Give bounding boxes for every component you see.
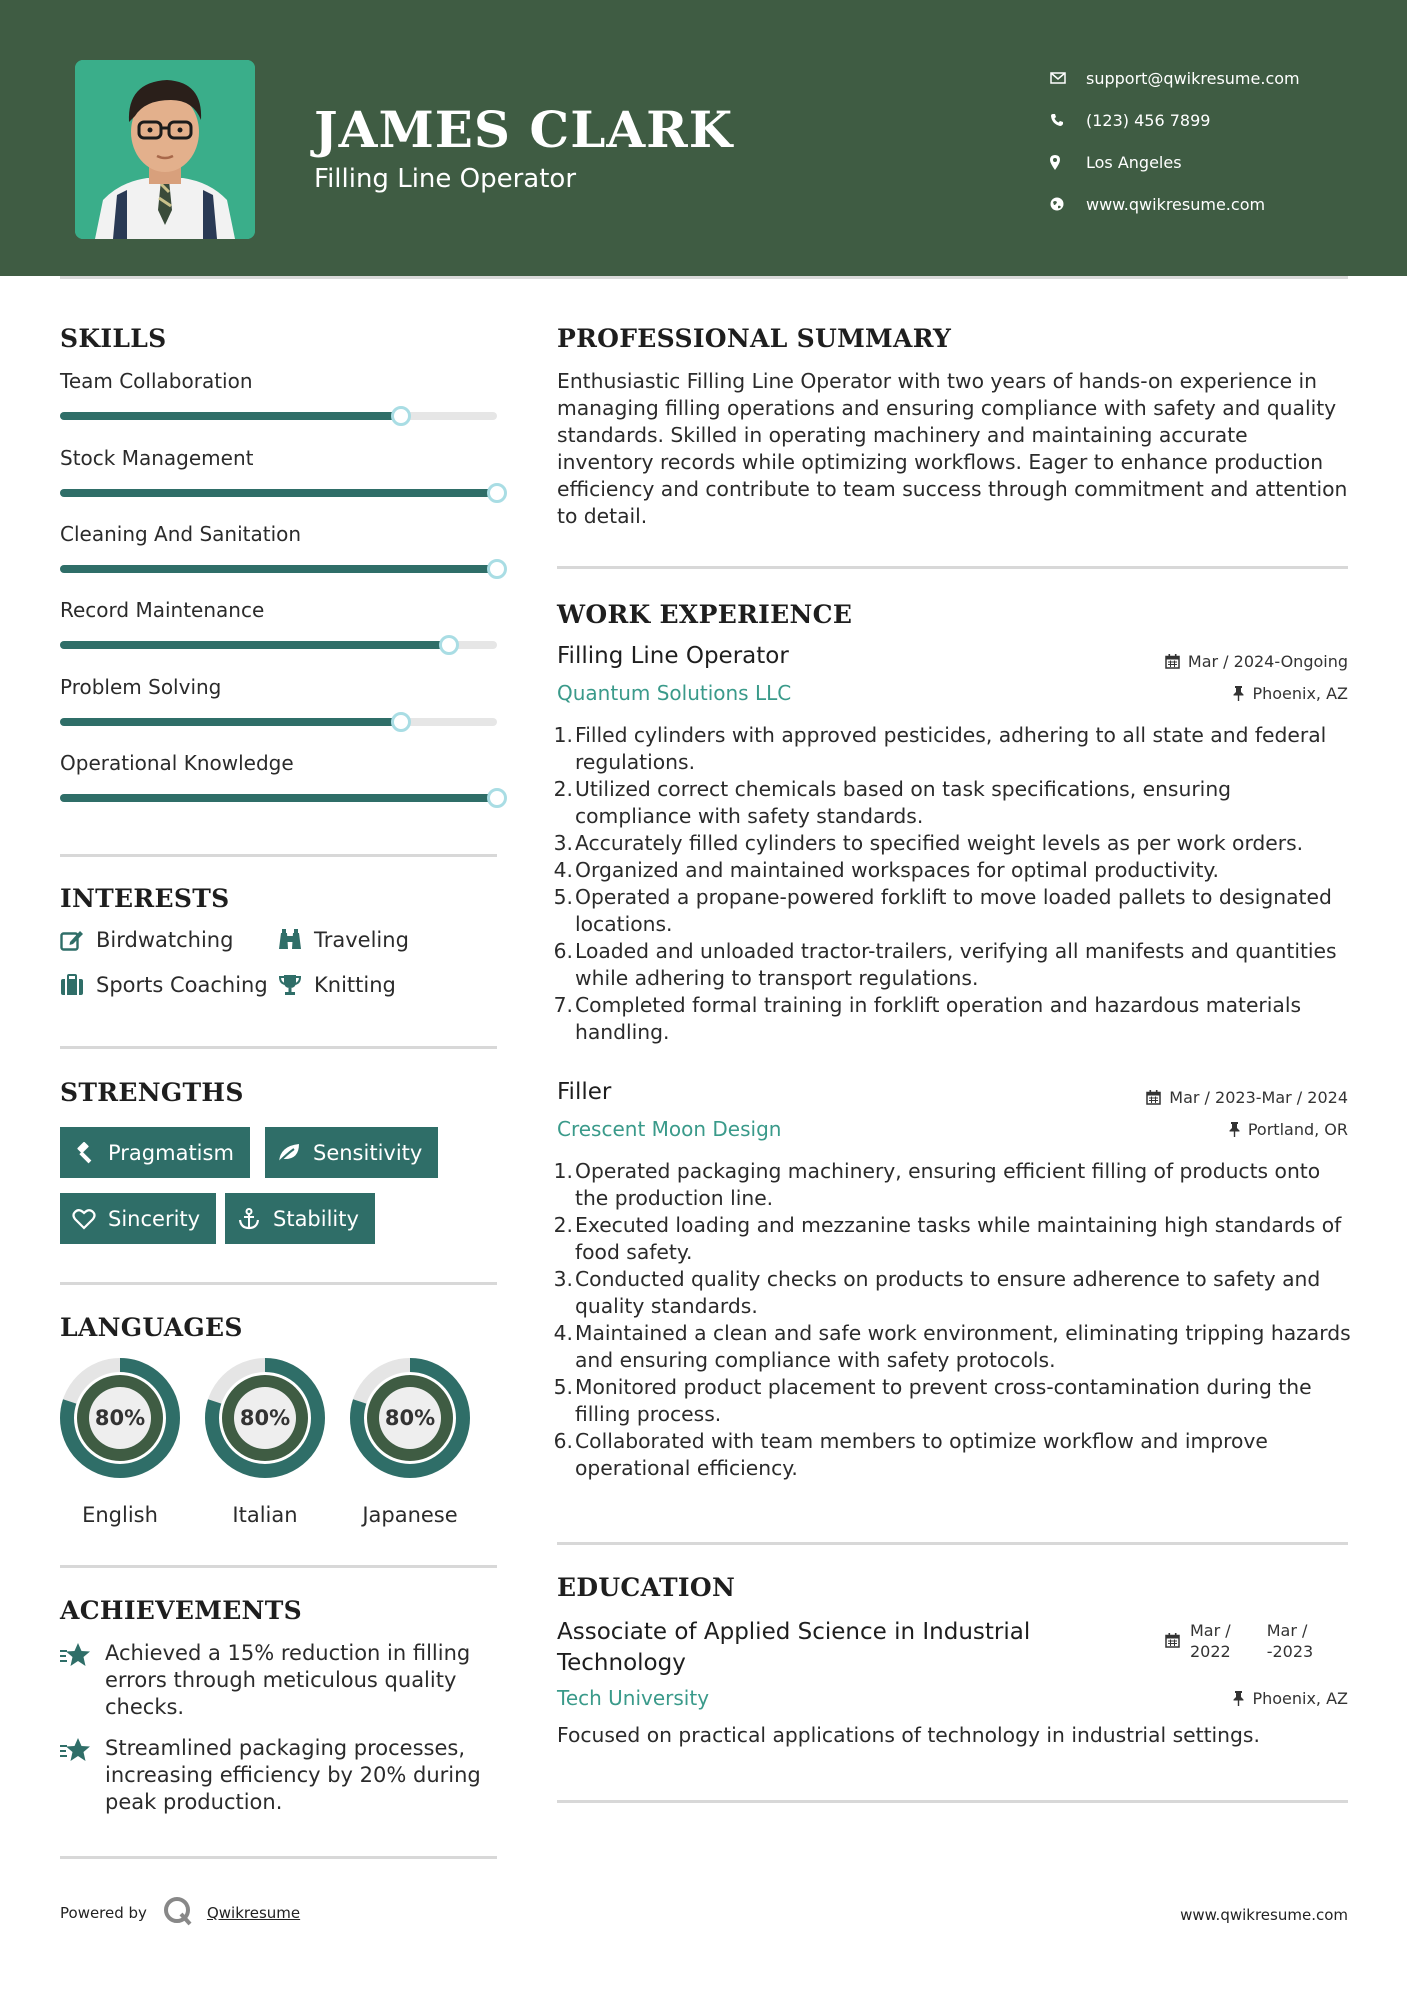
skill-bar-knob bbox=[391, 712, 411, 732]
responsibility-item: Conducted quality checks on products to ensure adherence to safety and quality standards. bbox=[575, 1267, 1321, 1318]
job-dates bbox=[1165, 652, 1348, 671]
company-name: Quantum Solutions LLC bbox=[557, 681, 792, 705]
skill-bar-knob bbox=[487, 559, 507, 579]
language-name: Italian bbox=[232, 1503, 298, 1527]
section-divider bbox=[60, 854, 497, 857]
job-title: Filling Line Operator bbox=[557, 643, 789, 669]
skill-label: Team Collaboration bbox=[60, 369, 253, 393]
gavel-icon bbox=[72, 1142, 108, 1164]
skill-bar-fill bbox=[60, 641, 449, 649]
header-divider bbox=[60, 276, 1348, 279]
candidate-name: JAMES CLARK bbox=[314, 100, 734, 159]
summary-heading: PROFESSIONAL SUMMARY bbox=[557, 324, 952, 353]
calendar-icon bbox=[1165, 654, 1180, 669]
binoculars-icon bbox=[278, 929, 314, 951]
skill-label: Cleaning And Sanitation bbox=[60, 522, 302, 546]
calendar-icon bbox=[1165, 1620, 1180, 1653]
degree-line: Technology bbox=[557, 1650, 686, 1676]
education-start bbox=[1190, 1620, 1231, 1662]
language-item bbox=[202, 1355, 328, 1527]
pencil-square-icon bbox=[60, 929, 96, 951]
responsibility-item: Loaded and unloaded tractor-trailers, verifying all manifests and quantities while adhering to transport regulations. bbox=[575, 939, 1337, 990]
responsibility-item: Operated packaging machinery, ensuring efficient filling of products onto the production line. bbox=[575, 1159, 1321, 1210]
job-dates-text: Mar / 2024-Ongoing bbox=[1187, 652, 1348, 671]
responsibility-item: Monitored product placement to prevent cross-contamination during the filling process. bbox=[575, 1375, 1312, 1426]
degree-line: Associate of Applied Science in Industrial bbox=[557, 1619, 1031, 1645]
skill-bar bbox=[60, 794, 497, 802]
responsibility-item: Organized and maintained workspaces for optimal productivity. bbox=[575, 858, 1219, 882]
skill-bar-knob bbox=[487, 483, 507, 503]
end-month: Mar / bbox=[1266, 1621, 1308, 1640]
section-divider bbox=[60, 1565, 497, 1568]
end-year: -2023 bbox=[1266, 1642, 1314, 1661]
skill-item bbox=[60, 522, 500, 573]
strength-label: Pragmatism bbox=[108, 1140, 234, 1165]
star-icon bbox=[60, 1735, 105, 1816]
anchor-icon bbox=[237, 1208, 273, 1230]
education-end bbox=[1267, 1620, 1314, 1662]
skill-bar bbox=[60, 718, 497, 726]
strengths-heading: STRENGTHS bbox=[60, 1078, 244, 1107]
section-divider bbox=[60, 1282, 497, 1285]
candidate-title: Filling Line Operator bbox=[314, 164, 577, 194]
section-divider bbox=[557, 566, 1348, 569]
powered-by-text: Powered by bbox=[60, 1904, 147, 1922]
start-year: 2022 bbox=[1190, 1642, 1231, 1661]
section-divider bbox=[60, 1046, 497, 1049]
calendar-icon bbox=[1146, 1090, 1161, 1105]
achievements-heading: ACHIEVEMENTS bbox=[60, 1596, 302, 1625]
strength-label: Stability bbox=[273, 1206, 359, 1231]
skill-bar-fill bbox=[60, 794, 497, 802]
pushpin-icon bbox=[1233, 686, 1244, 701]
contact-location-text: Los Angeles bbox=[1086, 152, 1182, 172]
skill-bar-fill bbox=[60, 718, 401, 726]
job-location bbox=[1229, 1120, 1348, 1139]
skills-heading: SKILLS bbox=[60, 324, 167, 353]
portrait-illustration bbox=[75, 60, 255, 239]
suitcase-icon bbox=[60, 974, 96, 996]
strength-chip bbox=[265, 1127, 438, 1178]
skill-bar bbox=[60, 412, 497, 420]
star-icon bbox=[60, 1640, 105, 1721]
skill-bar-fill bbox=[60, 489, 497, 497]
job-title: Filler bbox=[557, 1079, 612, 1105]
qwikresume-logo-icon bbox=[163, 1896, 193, 1930]
strength-label: Sensitivity bbox=[313, 1140, 423, 1165]
strength-chip bbox=[60, 1127, 250, 1178]
interest-label: Traveling bbox=[314, 928, 409, 952]
responsibility-item: Accurately filled cylinders to specified weight levels as per work orders. bbox=[575, 831, 1304, 855]
responsibility-item: Collaborated with team members to optimize workflow and improve operational efficiency. bbox=[575, 1429, 1268, 1480]
responsibility-item: Utilized correct chemicals based on task specifications, ensuring compliance with safety standards. bbox=[575, 777, 1232, 828]
achievement-item bbox=[60, 1735, 500, 1816]
interest-item bbox=[60, 928, 233, 952]
pushpin-icon bbox=[1229, 1122, 1240, 1137]
language-percent: 80% bbox=[239, 1406, 291, 1430]
section-divider bbox=[557, 1800, 1348, 1803]
interests-heading: INTERESTS bbox=[60, 884, 230, 913]
skill-bar-knob bbox=[391, 406, 411, 426]
skill-bar-fill bbox=[60, 565, 497, 573]
interest-label: Sports Coaching bbox=[96, 973, 268, 997]
job-dates-text: Mar / 2023-Mar / 2024 bbox=[1169, 1088, 1348, 1107]
interest-label: Knitting bbox=[314, 973, 396, 997]
section-divider bbox=[557, 1542, 1348, 1545]
footer-powered-by bbox=[60, 1896, 300, 1930]
responsibility-item: Operated a propane-powered forklift to move loaded pallets to designated locations. bbox=[575, 885, 1332, 936]
language-name: English bbox=[82, 1503, 158, 1527]
language-name: Japanese bbox=[362, 1503, 458, 1527]
map-pin-icon bbox=[1050, 155, 1086, 170]
language-percent: 80% bbox=[384, 1406, 436, 1430]
interest-item bbox=[60, 973, 268, 997]
languages-heading: LANGUAGES bbox=[60, 1313, 243, 1342]
envelope-icon bbox=[1050, 72, 1086, 84]
resume-header bbox=[0, 0, 1407, 276]
interest-item bbox=[278, 928, 409, 952]
contact-phone[interactable] bbox=[1050, 99, 1300, 141]
interest-label: Birdwatching bbox=[96, 928, 234, 952]
skill-bar-fill bbox=[60, 412, 401, 420]
skill-label: Record Maintenance bbox=[60, 598, 265, 622]
language-item bbox=[57, 1355, 183, 1527]
responsibility-item: Executed loading and mezzanine tasks while maintaining high standards of food safety. bbox=[575, 1213, 1342, 1264]
contact-info bbox=[1050, 57, 1300, 225]
contact-email[interactable] bbox=[1050, 57, 1300, 99]
achievement-text: Streamlined packaging processes, increasing efficiency by 20% during peak production. bbox=[105, 1736, 481, 1814]
degree-title bbox=[557, 1617, 1030, 1679]
trophy-icon bbox=[278, 974, 314, 996]
job-dates bbox=[1146, 1088, 1348, 1107]
responsibility-item: Completed formal training in forklift operation and hazardous materials handling. bbox=[575, 993, 1302, 1044]
skill-bar bbox=[60, 489, 497, 497]
skill-bar bbox=[60, 565, 497, 573]
skill-item bbox=[60, 675, 500, 726]
qwikresume-link[interactable]: Qwikresume bbox=[206, 1904, 301, 1922]
section-divider bbox=[60, 1856, 497, 1859]
footer-website[interactable]: www.qwikresume.com bbox=[1180, 1906, 1348, 1924]
job-responsibilities bbox=[557, 1158, 1353, 1482]
contact-website-text: www.qwikresume.com bbox=[1086, 194, 1266, 214]
education-dates bbox=[1165, 1620, 1313, 1662]
profile-photo bbox=[75, 60, 255, 239]
company-name: Crescent Moon Design bbox=[557, 1117, 782, 1141]
phone-icon bbox=[1050, 113, 1086, 127]
skill-item bbox=[60, 446, 500, 497]
education-location bbox=[1233, 1689, 1348, 1708]
experience-heading: WORK EXPERIENCE bbox=[557, 600, 853, 629]
contact-phone-text: (123) 456 7899 bbox=[1086, 110, 1211, 130]
strength-chip bbox=[225, 1193, 375, 1244]
job-location bbox=[1233, 684, 1348, 703]
school-name: Tech University bbox=[557, 1686, 710, 1710]
job-location-text: Phoenix, AZ bbox=[1252, 684, 1348, 703]
skill-label: Problem Solving bbox=[60, 675, 222, 699]
achievement-text: Achieved a 15% reduction in filling errors through meticulous quality checks. bbox=[105, 1641, 471, 1719]
skill-item bbox=[60, 369, 500, 420]
leaf-icon bbox=[277, 1142, 313, 1164]
achievement-item bbox=[60, 1640, 500, 1721]
strength-label: Sincerity bbox=[108, 1206, 201, 1231]
interest-item bbox=[278, 973, 396, 997]
skill-label: Stock Management bbox=[60, 446, 254, 470]
pushpin-icon bbox=[1233, 1691, 1244, 1706]
language-item bbox=[347, 1355, 473, 1527]
education-location-text: Phoenix, AZ bbox=[1252, 1689, 1348, 1708]
job-responsibilities bbox=[557, 722, 1353, 1046]
education-heading: EDUCATION bbox=[557, 1573, 736, 1602]
contact-email-text: support@qwikresume.com bbox=[1086, 68, 1300, 88]
skill-label: Operational Knowledge bbox=[60, 751, 294, 775]
start-month: Mar / bbox=[1190, 1621, 1231, 1640]
summary-text: Enthusiastic Filling Line Operator with two years of hands-on experience in managing filling operations and ensuring compliance with safety and quality standards. Skilled in operating machinery and maintaining accurate inventory records while optimizing workflows. Eager to enhance production efficiency and contribute to team success through commitment and attention to detail. bbox=[557, 369, 1348, 528]
contact-website[interactable] bbox=[1050, 183, 1300, 225]
responsibility-item: Maintained a clean and safe work environment, eliminating tripping hazards and ensuring compliance with safety protocols. bbox=[575, 1321, 1351, 1372]
language-percent: 80% bbox=[94, 1406, 146, 1430]
skill-item bbox=[60, 598, 500, 649]
job-location-text: Portland, OR bbox=[1247, 1120, 1348, 1139]
skill-bar bbox=[60, 641, 497, 649]
skill-item bbox=[60, 751, 500, 802]
responsibility-item: Filled cylinders with approved pesticides, adhering to all state and federal regulations. bbox=[575, 723, 1327, 774]
education-description: Focused on practical applications of technology in industrial settings. bbox=[557, 1723, 1260, 1747]
contact-location bbox=[1050, 141, 1300, 183]
heart-icon bbox=[72, 1208, 108, 1230]
skill-bar-knob bbox=[439, 635, 459, 655]
skill-bar-knob bbox=[487, 788, 507, 808]
globe-icon bbox=[1050, 197, 1086, 211]
strength-chip bbox=[60, 1193, 216, 1244]
